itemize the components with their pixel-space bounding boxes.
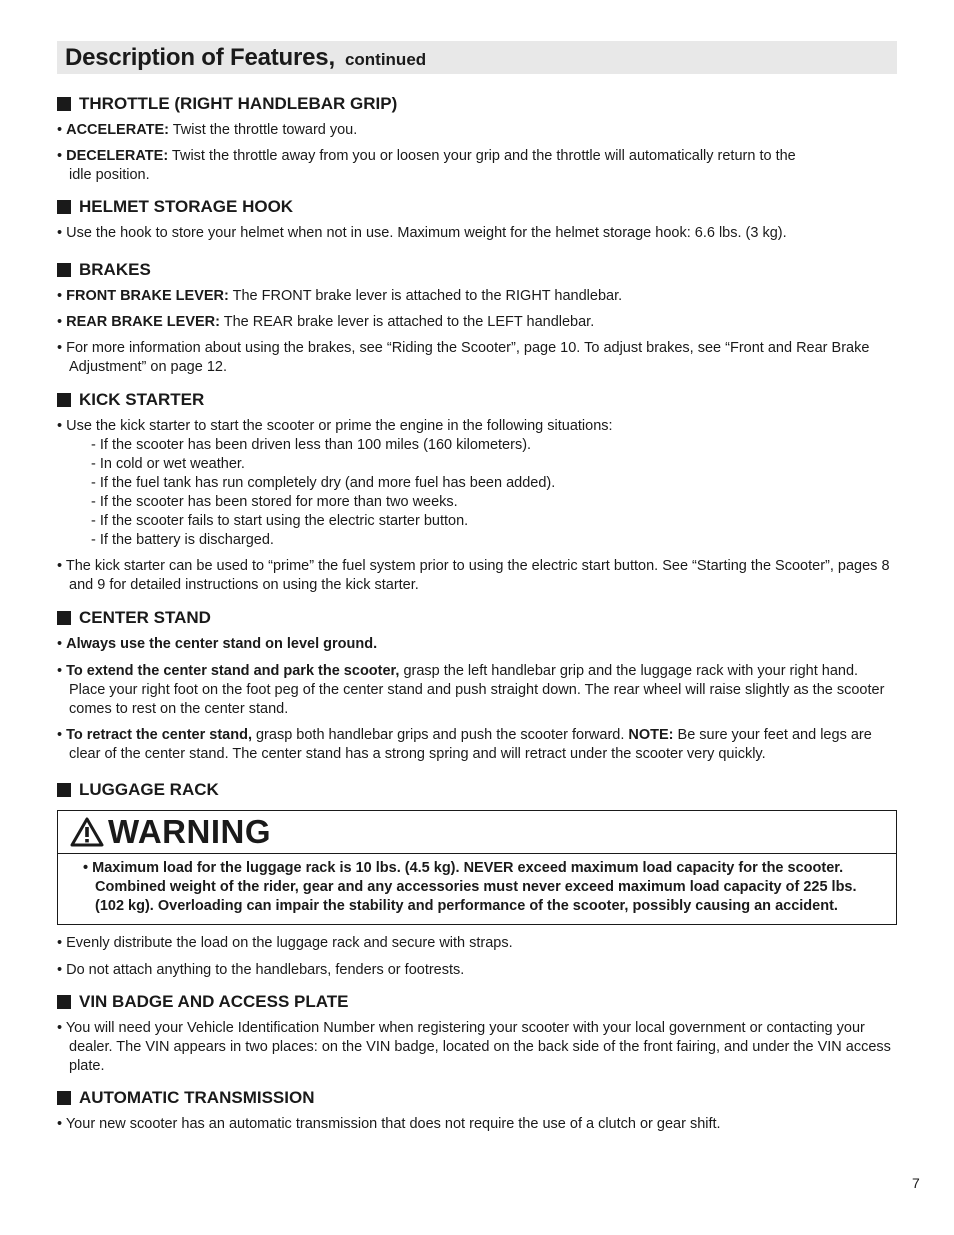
- bullet-label: DECELERATE:: [66, 148, 169, 164]
- bullet-label: To retract the center stand,: [66, 727, 252, 743]
- section-brakes: [57, 260, 897, 377]
- sub-item: - If the scooter fails to start using the electric starter button.: [91, 513, 469, 529]
- bullet-item: • For more information about using the brakes, see “Riding the Scooter”, page 10. To adjust brakes, see “Front and Rear Brake Adjustment” on page 12.: [57, 340, 870, 375]
- bullet-label: Always use the center stand on level ground.: [66, 636, 378, 652]
- bullet-label: FRONT BRAKE LEVER:: [66, 288, 229, 304]
- section-heading-text: CENTER STAND: [79, 608, 211, 627]
- page-title-continued: continued: [344, 49, 427, 69]
- square-bullet-icon: [57, 611, 71, 625]
- section-heading-text: BRAKES: [79, 260, 151, 279]
- bullet-text: You will need your Vehicle Identification Number when registering your scooter with your local government or contacting your dealer. The VIN appears in two places: on the VIN badge, located on the back side of the front fairing, and under the VIN access plate.: [65, 1020, 891, 1074]
- bullet-text: The REAR brake lever is attached to the LEFT handlebar.: [219, 314, 595, 330]
- section-heading: [57, 1088, 897, 1108]
- bullet-item: • ACCELERATE: Twist the throttle toward you.: [57, 122, 358, 138]
- section-throttle: [57, 94, 897, 185]
- bullet-item: • Evenly distribute the load on the luggage rack and secure with straps.: [57, 935, 513, 951]
- bullet-text: Twist the throttle toward you.: [168, 122, 358, 138]
- square-bullet-icon: [57, 783, 71, 797]
- bullet-text: Be sure your feet and legs are clear of the center stand. The center stand has a strong spring and will retract under the scooter very quickly.: [69, 727, 872, 762]
- section-heading: [57, 260, 897, 280]
- square-bullet-icon: [57, 200, 71, 214]
- square-bullet-icon: [57, 995, 71, 1009]
- warning-box: [57, 810, 897, 925]
- square-bullet-icon: [57, 1091, 71, 1105]
- section-heading-text: THROTTLE (RIGHT HANDLEBAR GRIP): [79, 94, 398, 113]
- bullet-text: For more information about using the brakes, see “Riding the Scooter”, page 10. To adjust brakes, see “Front and Rear Brake Adjustment” on page 12.: [66, 340, 870, 375]
- bullet-text: Your new scooter has an automatic transmission that does not require the use of a clutch or gear shift.: [65, 1116, 721, 1132]
- bullet-text: Twist the throttle away from you or loosen your grip and the throttle will automatically return to the idle position.: [69, 148, 796, 183]
- bullet-text: grasp both handlebar grips and push the scooter forward.: [251, 727, 629, 743]
- section-heading-text: LUGGAGE RACK: [79, 780, 219, 799]
- bullet-text: Do not attach anything to the handlebars, fenders or footrests.: [66, 962, 465, 978]
- bullet-item: • To retract the center stand, grasp both handlebar grips and push the scooter forward. NOTE: Be sure your feet and legs are clear of the center stand. The center stand has a strong spring and will retract under the scooter very quickly.: [57, 727, 872, 762]
- bullet-text: Use the hook to store your helmet when not in use. Maximum weight for the helmet storage hook: 6.6 lbs. (3 kg).: [66, 225, 787, 241]
- bullet-label: ACCELERATE:: [66, 122, 169, 138]
- section-center-stand: [57, 608, 897, 764]
- section-automatic-transmission: [57, 1088, 897, 1134]
- sub-item: - If the battery is discharged.: [91, 532, 274, 548]
- note-label: NOTE:: [628, 727, 674, 743]
- sub-item: - If the scooter has been stored for more than two weeks.: [91, 494, 458, 510]
- section-heading: [57, 992, 897, 1012]
- page-title-bar: [57, 41, 897, 74]
- section-helmet-hook: [57, 197, 897, 243]
- bullet-item: • The kick starter can be used to “prime” the fuel system prior to using the electric start button. See “Starting the Scooter”, pages 8 and 9 for detailed instructions on using the kick starter.: [57, 558, 890, 593]
- section-heading: [57, 608, 897, 628]
- bullet-text: The FRONT brake lever is attached to the RIGHT handlebar.: [228, 288, 623, 304]
- bullet-item: • Always use the center stand on level ground.: [57, 636, 378, 652]
- bullet-label: REAR BRAKE LEVER:: [66, 314, 220, 330]
- square-bullet-icon: [57, 393, 71, 407]
- section-heading: [57, 390, 897, 410]
- warning-body: [58, 854, 896, 924]
- bullet-item: • Use the hook to store your helmet when not in use. Maximum weight for the helmet storage hook: 6.6 lbs. (3 kg).: [57, 225, 787, 241]
- sub-item: - If the fuel tank has run completely dry (and more fuel has been added).: [91, 475, 556, 491]
- bullet-item: • DECELERATE: Twist the throttle away from you or loosen your grip and the throttle will automatically return to the idle position.: [57, 148, 796, 183]
- bullet-item: • To extend the center stand and park the scooter, grasp the left handlebar grip and the luggage rack with your right hand. Place your right foot on the foot peg of the center stand and push straight down. The rear wheel will raise slightly as the scooter comes to rest on the center stand.: [57, 663, 885, 717]
- bullet-label: To extend the center stand and park the scooter,: [66, 663, 400, 679]
- section-luggage-rack: [57, 780, 897, 980]
- bullet-text: grasp the left handlebar grip and the luggage rack with your right hand. Place your right foot on the foot peg of the center stand and push straight down. The rear wheel will raise slightly as the scooter comes to rest on the center stand.: [69, 663, 885, 717]
- bullet-item: • FRONT BRAKE LEVER: The FRONT brake lever is attached to the RIGHT handlebar.: [57, 288, 623, 304]
- bullet-item: • Do not attach anything to the handlebars, fenders or footrests.: [57, 962, 465, 978]
- warning-header: [58, 811, 896, 854]
- sub-item: - If the scooter has been driven less than 100 miles (160 kilometers).: [91, 437, 532, 453]
- square-bullet-icon: [57, 263, 71, 277]
- sub-item: - In cold or wet weather.: [91, 456, 245, 472]
- warning-text: Maximum load for the luggage rack is 10 lbs. (4.5 kg). NEVER exceed maximum load capacity for the scooter. Combined weight of the rider, gear and any accessories must never exceed maximum load capacity of 225 lbs. (102 kg). Overloading can impair the stability and performance of the scooter, possibly causing an accident.: [92, 860, 857, 914]
- section-heading-text: HELMET STORAGE HOOK: [79, 197, 294, 216]
- bullet-text: Evenly distribute the load on the luggage rack and secure with straps.: [66, 935, 513, 951]
- page-content: [57, 41, 897, 1134]
- section-heading: [57, 197, 897, 217]
- page-number: 7: [912, 1175, 920, 1191]
- section-heading-text: VIN BADGE AND ACCESS PLATE: [79, 992, 349, 1011]
- section-heading: [57, 780, 897, 800]
- page-title: Description of Features,: [65, 43, 335, 71]
- section-heading-text: KICK STARTER: [79, 390, 205, 409]
- section-kick-starter: [57, 390, 897, 595]
- bullet-item: • Use the kick starter to start the scooter or prime the engine in the following situations:: [57, 418, 613, 434]
- warning-triangle-icon: [70, 817, 104, 847]
- bullet-item: • You will need your Vehicle Identification Number when registering your scooter with your local government or contacting your dealer. The VIN appears in two places: on the VIN badge, located on the back side of the front fairing, and under the VIN access plate.: [57, 1020, 891, 1074]
- bullet-text: The kick starter can be used to “prime” the fuel system prior to using the electric start button. See “Starting the Scooter”, pages 8 and 9 for detailed instructions on using the kick starter.: [65, 558, 890, 593]
- section-heading-text: AUTOMATIC TRANSMISSION: [79, 1088, 315, 1107]
- section-vin-badge: [57, 992, 897, 1076]
- bullet-text: Use the kick starter to start the scooter or prime the engine in the following situations:: [66, 418, 613, 434]
- warning-bullet: • Maximum load for the luggage rack is 10 lbs. (4.5 kg). NEVER exceed maximum load capacity for the scooter. Combined weight of the rider, gear and any accessories must never exceed maximum load capacity of 225 lbs. (102 kg). Overloading can impair the stability and performance of the scooter, possibly causing an accident.: [83, 860, 857, 914]
- square-bullet-icon: [57, 97, 71, 111]
- warning-title: WARNING: [108, 813, 271, 850]
- bullet-item: • Your new scooter has an automatic transmission that does not require the use of a clutch or gear shift.: [57, 1116, 721, 1132]
- bullet-item: • REAR BRAKE LEVER: The REAR brake lever is attached to the LEFT handlebar.: [57, 314, 595, 330]
- section-heading: [57, 94, 897, 114]
